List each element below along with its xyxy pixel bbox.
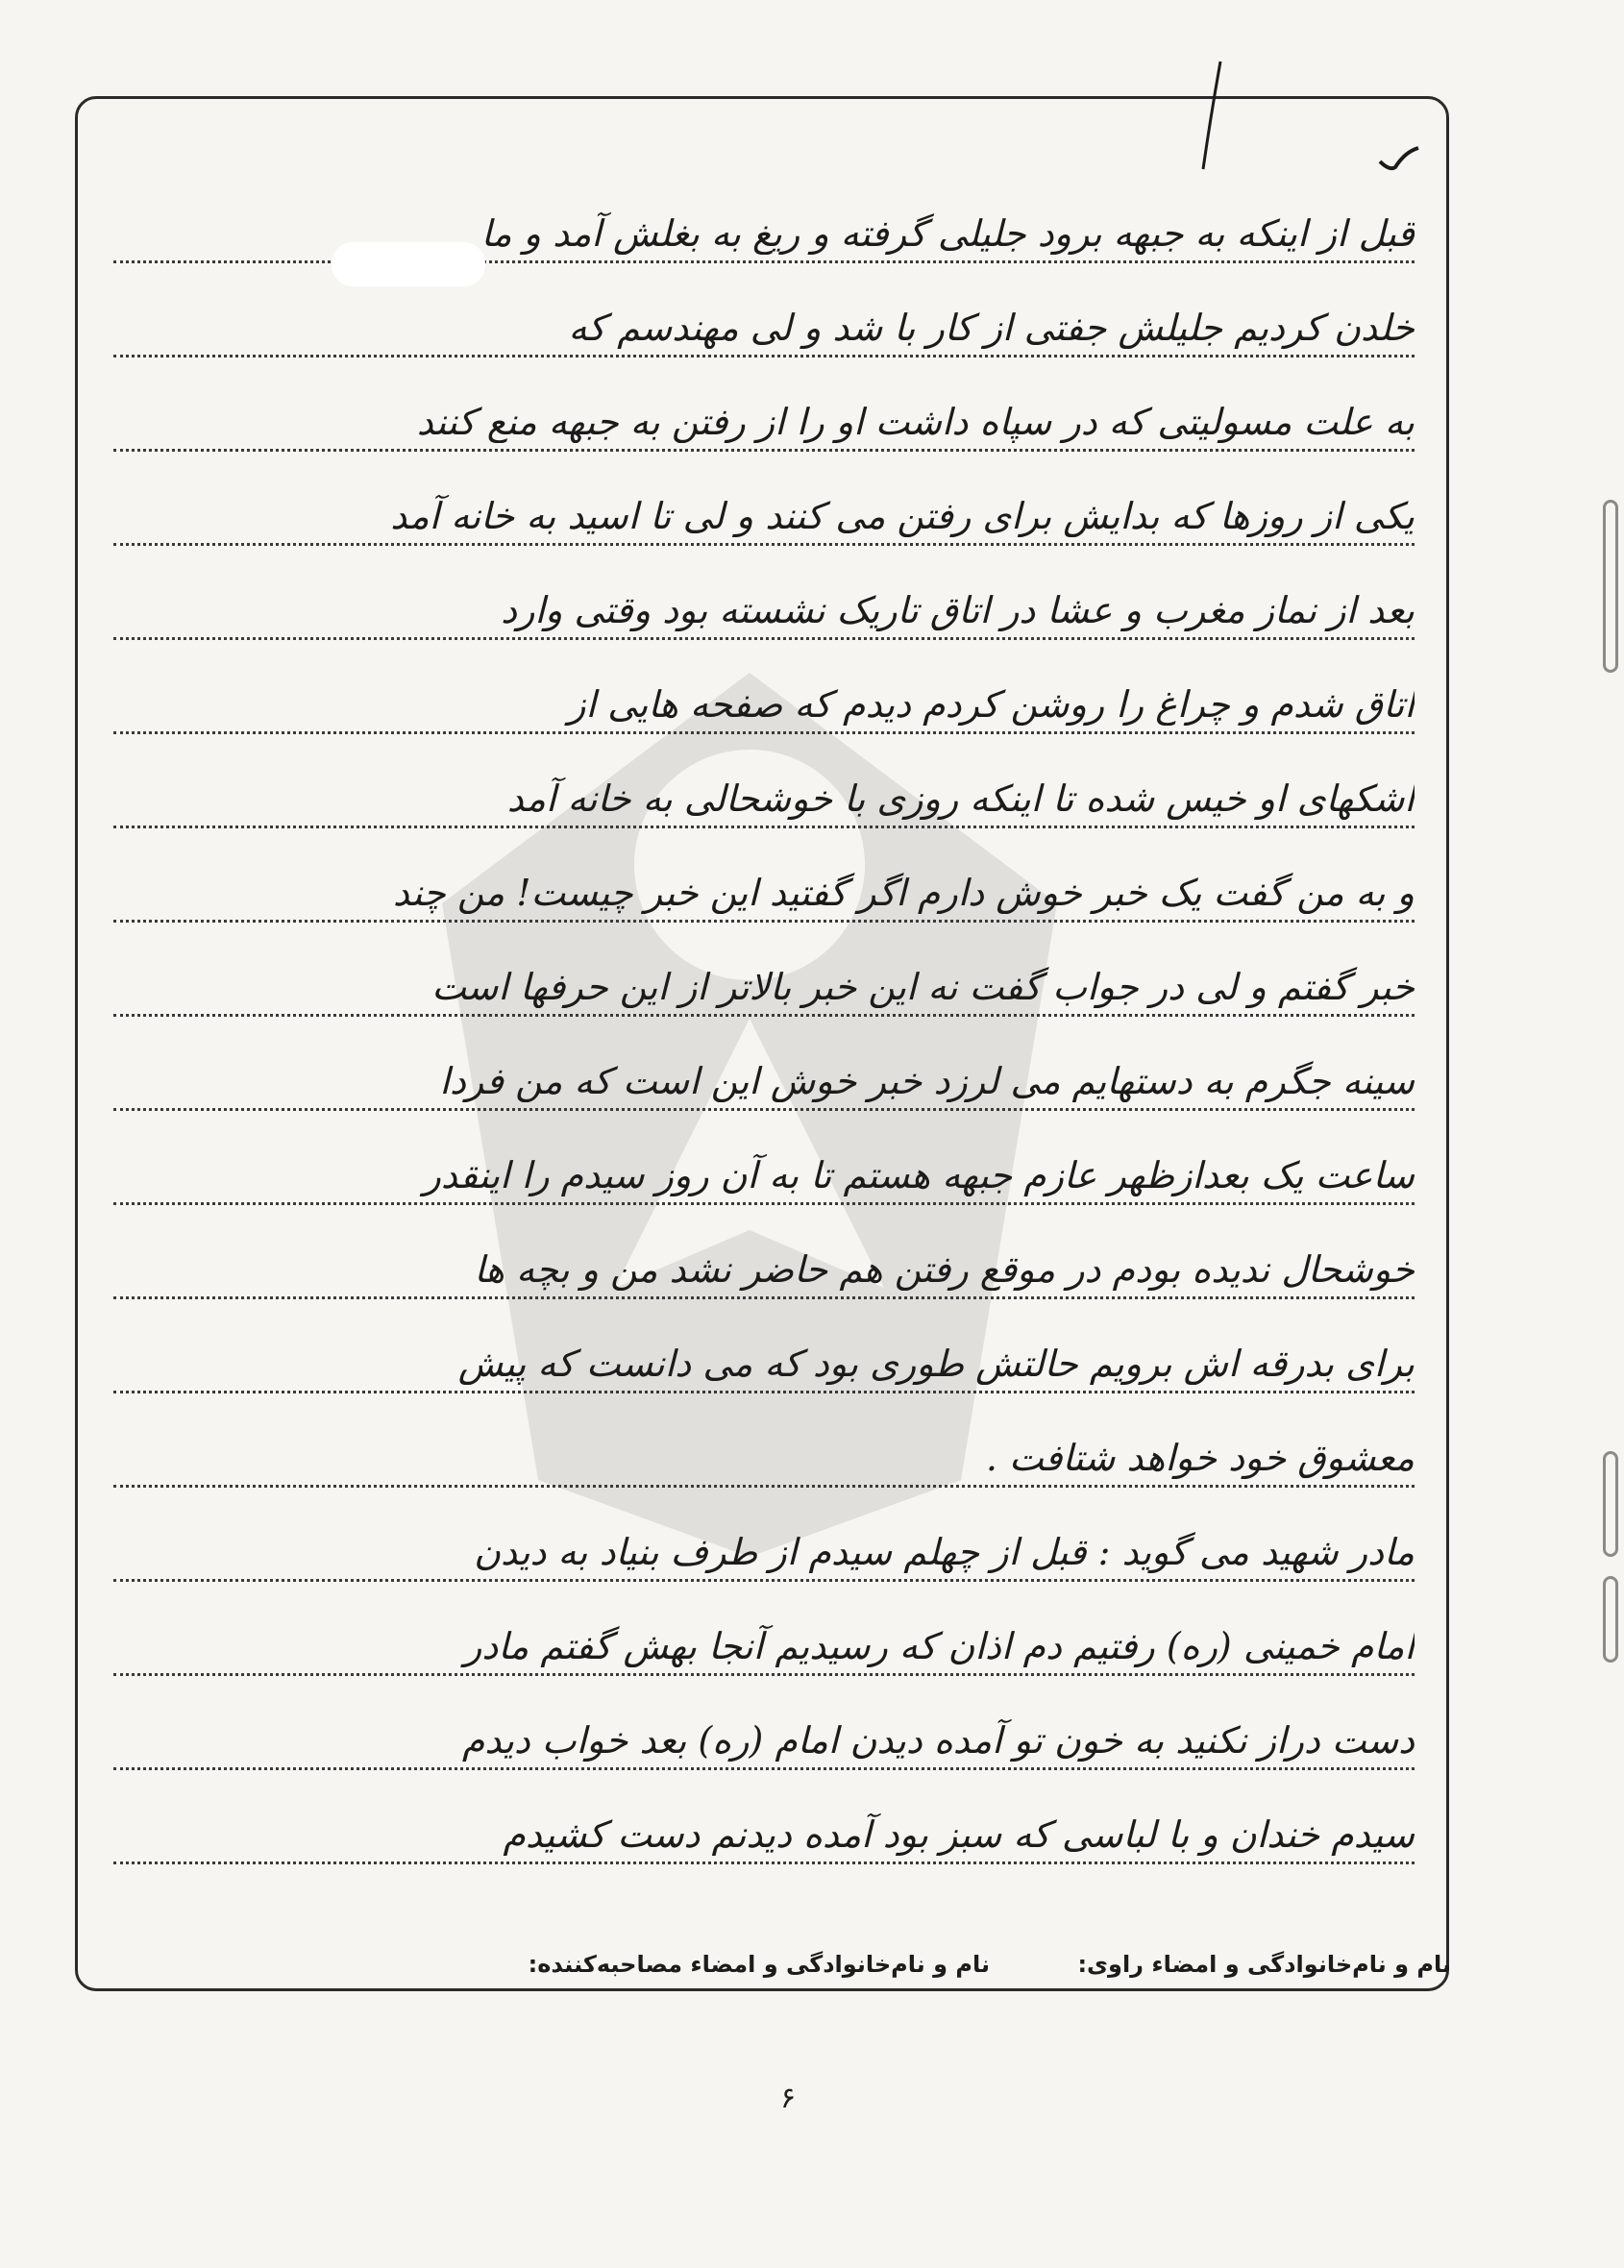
binder-clip xyxy=(1603,1576,1618,1663)
text-line xyxy=(113,1111,1415,1205)
text-line-content: قبل از اینکه به جبهه برود جلیلی گرفته و ریغ به بغلش آمد و ما xyxy=(480,212,1415,255)
text-line xyxy=(113,1393,1415,1488)
text-line-content: سیدم خندان و با لباسی که سبز بود آمده دیدنم دست کشیدم xyxy=(503,1813,1415,1856)
text-line xyxy=(113,1488,1415,1582)
text-line xyxy=(113,452,1415,546)
text-line xyxy=(113,734,1415,828)
page-number: ۶ xyxy=(779,2082,797,2115)
binder-clip xyxy=(1603,500,1618,673)
text-line-content: معشوق خود خواهد شتافت . xyxy=(985,1437,1415,1479)
text-line xyxy=(113,1205,1415,1299)
text-line xyxy=(113,923,1415,1017)
text-line-content: اشکهای او خیس شده تا اینکه روزی با خوشحالی به خانه آمد xyxy=(506,777,1415,820)
text-line-content: یکی از روزها که بدایش برای رفتن می کنند و لی تا اسید به خانه آمد xyxy=(390,495,1415,537)
text-line xyxy=(113,1299,1415,1393)
binder-clip xyxy=(1603,1451,1618,1557)
text-line xyxy=(113,1676,1415,1770)
text-line-content: به علت مسولیتی که در سپاه داشت او را از رفتن به جبهه منع کنند xyxy=(416,401,1415,443)
text-line xyxy=(113,828,1415,923)
narrator-signature-label: نام و نام‌خانوادگی و امضاء راوی: xyxy=(1077,1951,1451,1978)
interviewer-signature-label: نام و نام‌خانوادگی و امضاء مصاحبه‌کننده: xyxy=(528,1951,990,1978)
handwritten-lines xyxy=(113,169,1415,1864)
text-line-content: ساعت یک بعدازظهر عازم جبهه هستم تا به آن روز سیدم را اینقدر xyxy=(423,1154,1415,1196)
redacted-name xyxy=(332,242,485,286)
text-line-content: برای بدرقه اش برویم حالتش طوری بود که می دانست که پیش xyxy=(457,1343,1415,1385)
text-line xyxy=(113,640,1415,734)
text-line-content: امام خمینی (ره) رفتیم دم اذان که رسیدیم آنجا بهش گفتم مادر xyxy=(464,1625,1415,1667)
stray-pen-stroke xyxy=(1192,58,1230,173)
text-line-content: خلدن کردیم جلیلش جفتی از کار با شد و لی مهندسم که xyxy=(568,307,1415,349)
text-line-content: سینه جگرم به دستهایم می لرزد خبر خوش این است که من فردا xyxy=(439,1060,1415,1102)
text-line-content: خوشحال ندیده بودم در موقع رفتن هم حاضر نشد من و بچه ها xyxy=(474,1248,1415,1291)
text-line xyxy=(113,357,1415,452)
text-line-content: دست دراز نکنید به خون تو آمده دیدن امام (ره) بعد خواب دیدم xyxy=(461,1719,1415,1762)
text-line xyxy=(113,169,1415,263)
text-line xyxy=(113,263,1415,357)
text-line-content: و به من گفت یک خبر خوش دارم اگر گفتید این خبر چیست! من چند xyxy=(392,872,1415,914)
text-line-content: بعد از نماز مغرب و عشا در اتاق تاریک نشسته بود وقتی وارد xyxy=(501,589,1415,631)
text-line xyxy=(113,546,1415,640)
text-line xyxy=(113,1017,1415,1111)
text-line-content: اتاق شدم و چراغ را روشن کردم دیدم که صفحه هایی از xyxy=(568,683,1415,726)
text-line xyxy=(113,1582,1415,1676)
text-line xyxy=(113,1770,1415,1864)
text-line-content: مادر شهید می گوید : قبل از چهلم سیدم از طرف بنیاد به دیدن xyxy=(474,1531,1415,1573)
text-line-content: خبر گفتم و لی در جواب گفت نه این خبر بالاتر از این حرفها است xyxy=(431,966,1415,1008)
